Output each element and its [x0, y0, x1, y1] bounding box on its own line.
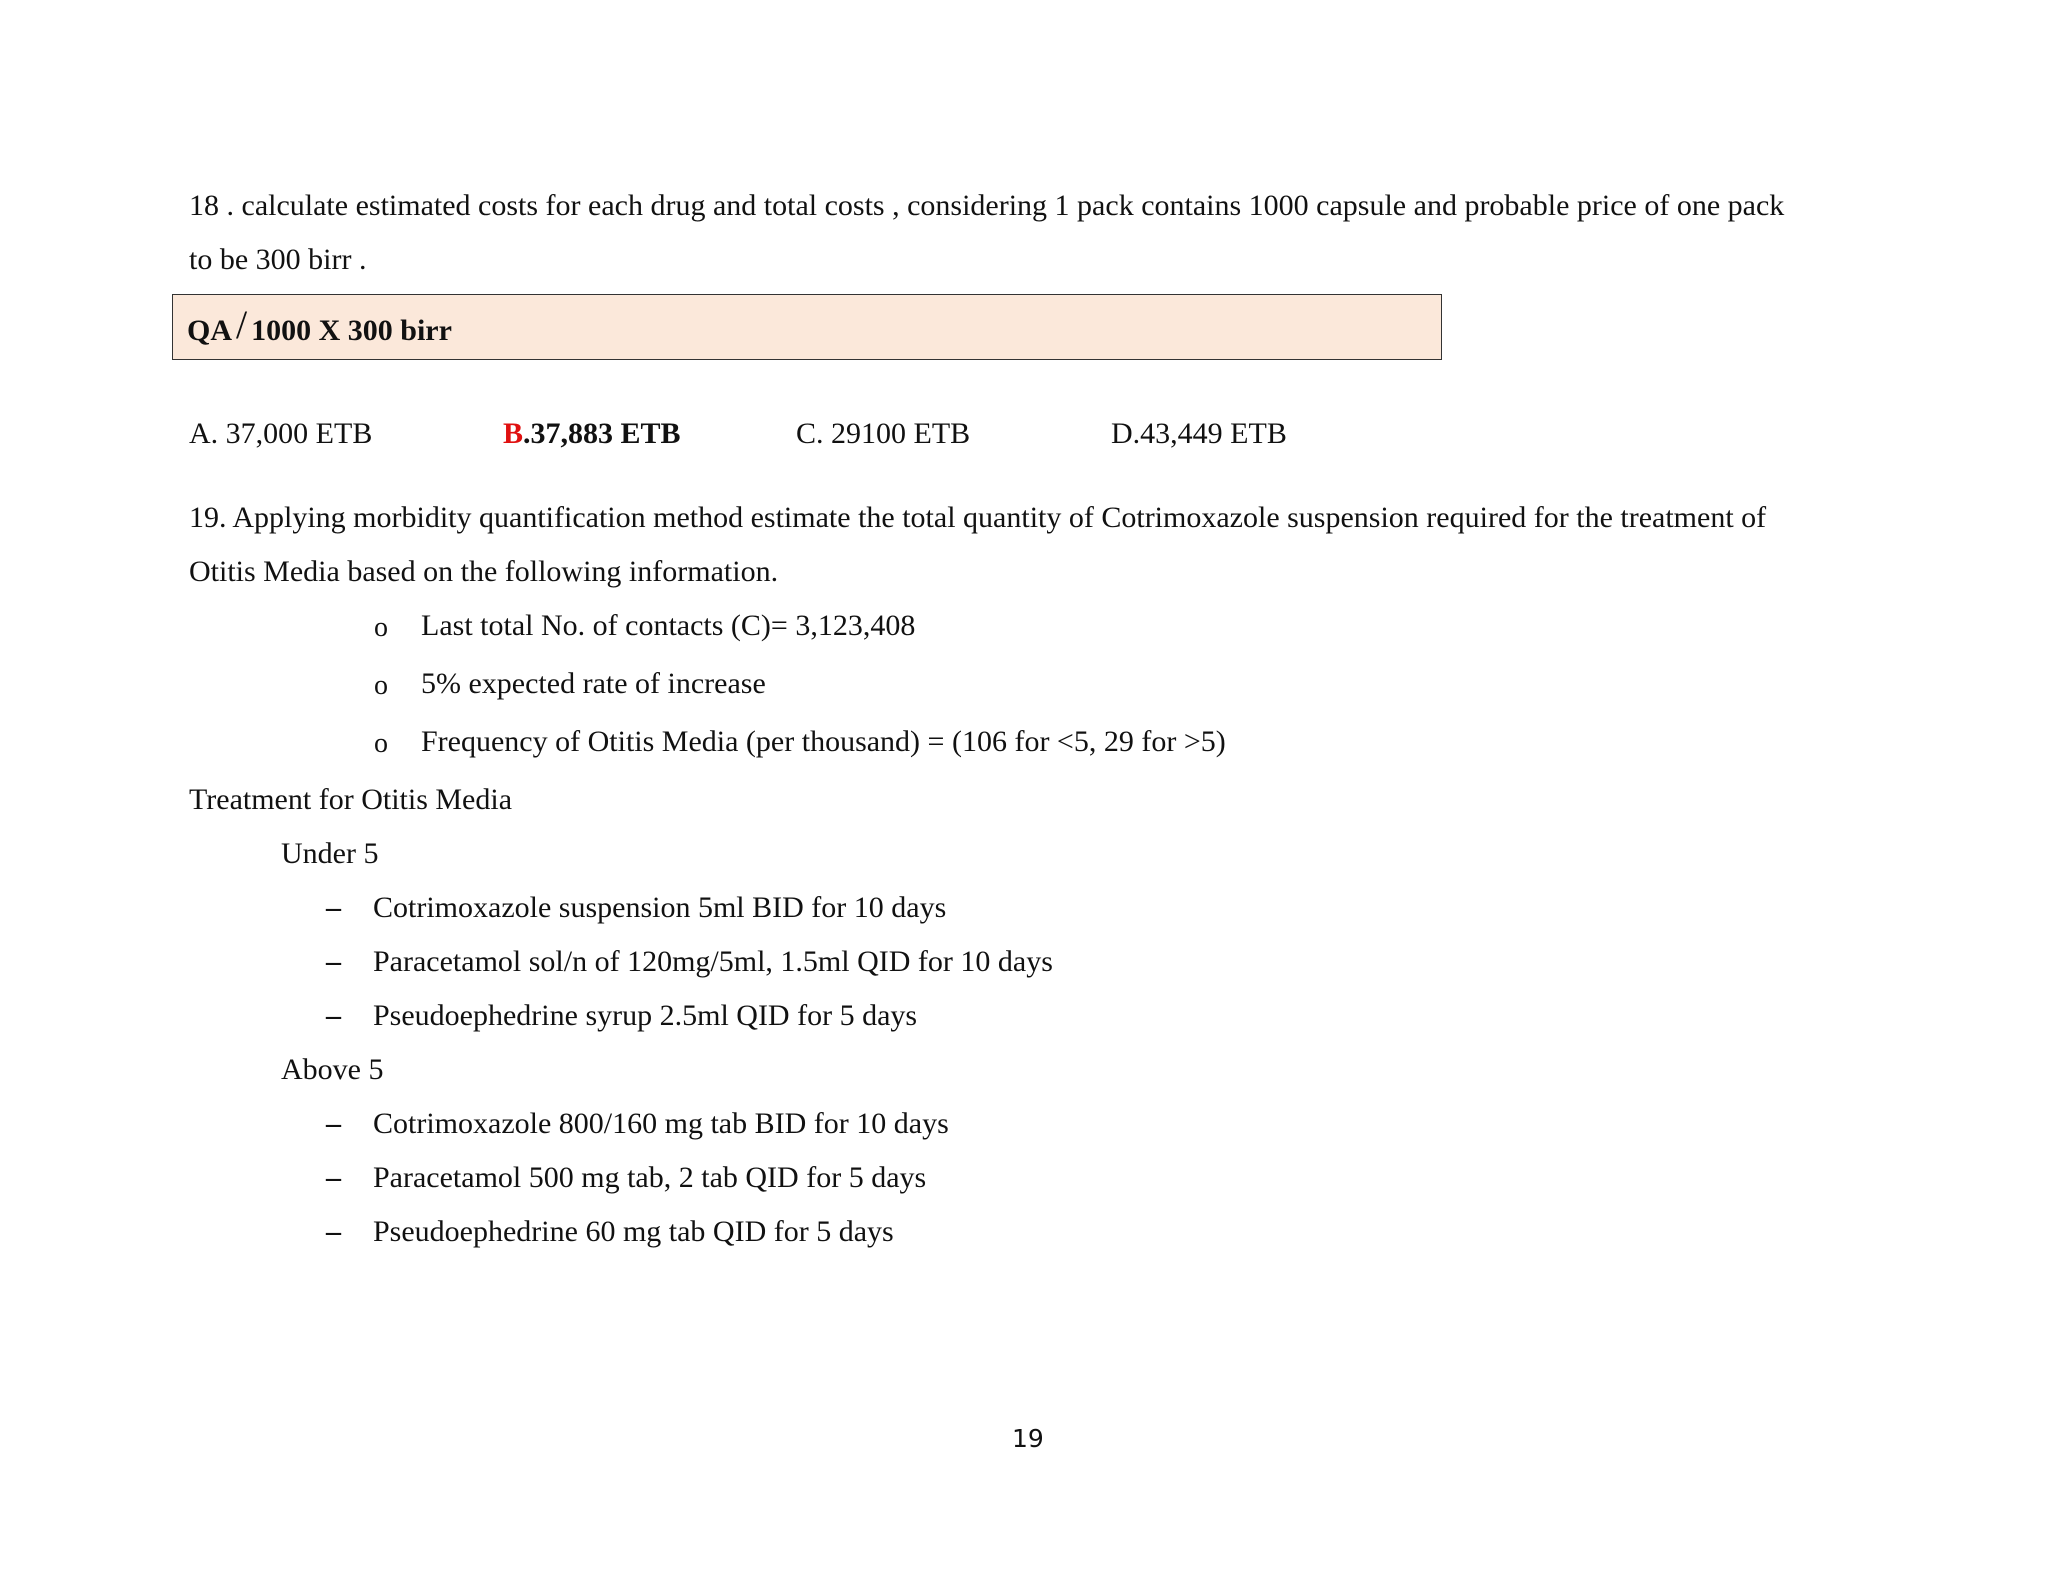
circle-bullet-icon: o: [374, 612, 388, 643]
option-c: C. 29100 ETB: [796, 417, 971, 450]
option-b-value: .37,883 ETB: [523, 417, 681, 450]
option-a: A. 37,000 ETB: [189, 417, 373, 450]
under-5-label: Under 5: [281, 837, 379, 870]
above-5-item-2: Paracetamol 500 mg tab, 2 tab QID for 5 days: [373, 1161, 927, 1194]
dash-bullet-icon: –: [326, 1215, 341, 1248]
dash-bullet-icon: –: [326, 945, 341, 978]
info-bullet-1: Last total No. of contacts (C)= 3,123,408: [421, 609, 916, 642]
under-5-item-3: Pseudoephedrine syrup 2.5ml QID for 5 days: [373, 999, 918, 1032]
treatment-heading: Treatment for Otitis Media: [189, 783, 513, 816]
page-number: 19: [1012, 1424, 1044, 1453]
question-18-text-line-2: to be 300 birr .: [189, 243, 367, 276]
formula-denominator: 1000 X 300 birr: [251, 314, 452, 347]
above-5-item-3: Pseudoephedrine 60 mg tab QID for 5 days: [373, 1215, 894, 1248]
dash-bullet-icon: –: [326, 1161, 341, 1194]
option-d: D.43,449 ETB: [1111, 417, 1287, 450]
formula-box: [172, 294, 1442, 360]
under-5-item-1: Cotrimoxazole suspension 5ml BID for 10 days: [373, 891, 947, 924]
question-18-text-line-1: 18 . calculate estimated costs for each drug and total costs , considering 1 pack contains 1000 capsule and probable price of one pack: [189, 189, 1785, 222]
formula-text: [187, 302, 452, 351]
formula-slash: /: [236, 302, 248, 347]
circle-bullet-icon: o: [374, 670, 388, 701]
info-bullet-2: 5% expected rate of increase: [421, 667, 766, 700]
dash-bullet-icon: –: [326, 999, 341, 1032]
under-5-item-2: Paracetamol sol/n of 120mg/5ml, 1.5ml QID for 10 days: [373, 945, 1053, 978]
dash-bullet-icon: –: [326, 891, 341, 924]
option-b-correct: [503, 416, 681, 452]
formula-numerator: QA: [187, 314, 232, 347]
circle-bullet-icon: o: [374, 728, 388, 759]
question-19-text-line-1: 19. Applying morbidity quantification method estimate the total quantity of Cotrimoxazole suspension required for the treatment of: [189, 501, 1767, 534]
info-bullet-3: Frequency of Otitis Media (per thousand) = (106 for <5, 29 for >5): [421, 725, 1226, 758]
dash-bullet-icon: –: [326, 1107, 341, 1140]
question-19-text-line-2: Otitis Media based on the following information.: [189, 555, 779, 588]
option-b-letter: B: [503, 417, 524, 450]
above-5-label: Above 5: [281, 1053, 384, 1086]
above-5-item-1: Cotrimoxazole 800/160 mg tab BID for 10 days: [373, 1107, 949, 1140]
